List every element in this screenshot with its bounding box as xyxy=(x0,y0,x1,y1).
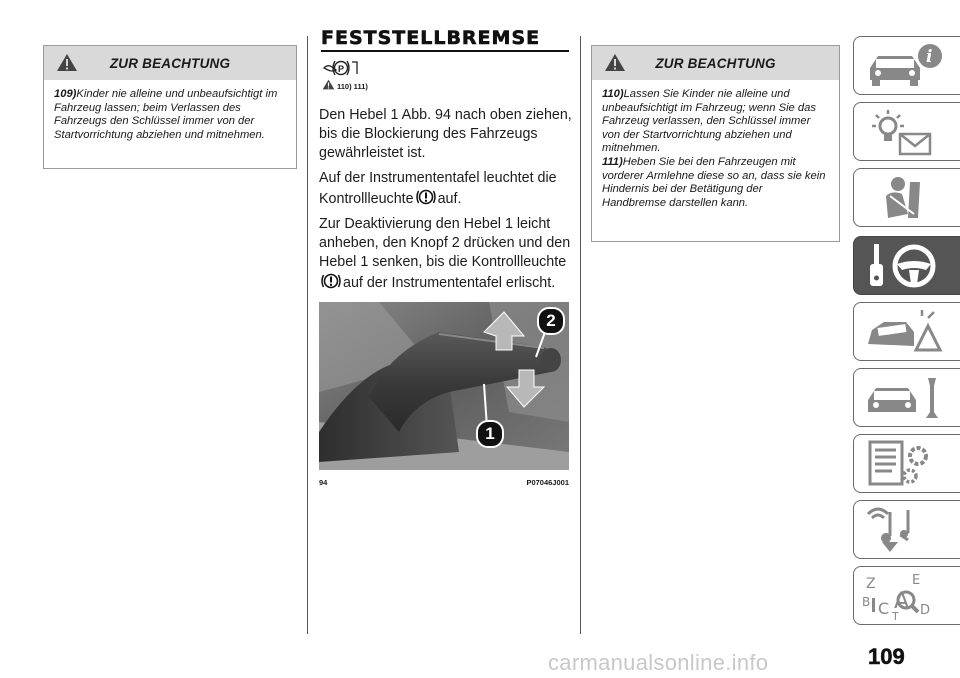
paragraph-1: Den Hebel 1 Abb. 94 nach oben ziehen, bis die Blockierung des Fahrzeugs gewährleistet ist. xyxy=(319,107,572,161)
handbrake-photo xyxy=(319,302,569,470)
warning-light-icon xyxy=(862,108,954,156)
page-number: 109 xyxy=(868,644,905,669)
right-warning-body xyxy=(592,80,839,220)
warning-triangle-icon xyxy=(604,53,626,72)
multimedia-icon xyxy=(862,506,954,554)
index-letter: A xyxy=(894,589,910,614)
safety-seat-icon xyxy=(862,174,954,222)
car-info-icon xyxy=(862,42,954,90)
tab-emergency[interactable] xyxy=(853,302,960,361)
breakdown-icon xyxy=(862,308,954,356)
handbrake-illustration xyxy=(319,302,569,470)
section-body xyxy=(319,106,574,299)
index-letter: B xyxy=(862,595,871,609)
right-warning-title: ZUR BEACHTUNG xyxy=(655,55,776,71)
tab-safety[interactable] xyxy=(853,168,960,227)
right-warning-item: 110)Lassen Sie Kinder nie alleine und unbeaufsichtigt im Fahrzeug; wenn Sie das Fahrzeug verlassen, den Schlüssel immer von der Startvorrichtung abziehen und mitnehmen. xyxy=(602,88,816,155)
index-letter: E xyxy=(912,573,921,588)
warning-triangle-icon xyxy=(56,53,78,72)
tab-technical-data[interactable] xyxy=(853,434,960,493)
paragraph-2: Auf der Instrumententafel leuchtet die Kontrollleuchte auf. xyxy=(319,170,557,207)
section-title: FESTSTELLBREMSE xyxy=(321,27,541,49)
left-warning-body xyxy=(44,80,296,152)
left-warning-header xyxy=(44,46,296,80)
svg-text:P: P xyxy=(338,64,345,74)
figure-label-1: 1 xyxy=(476,420,504,448)
technical-data-icon xyxy=(862,440,954,488)
tab-maintenance[interactable] xyxy=(853,368,960,427)
key-steering-wheel-icon xyxy=(862,242,954,290)
left-warning-box xyxy=(43,45,297,169)
tab-starting-driving[interactable] xyxy=(853,236,960,295)
column-divider-left xyxy=(307,36,308,634)
index-letter: Z xyxy=(866,576,876,592)
brake-warning-light-icon xyxy=(320,272,342,290)
tab-index[interactable] xyxy=(853,566,960,625)
watermark: carmanualsonline.info xyxy=(548,650,769,675)
title-rule xyxy=(321,50,569,52)
index-icon xyxy=(862,572,954,620)
left-warning-title: ZUR BEACHTUNG xyxy=(109,55,231,71)
tab-warning-lights[interactable] xyxy=(853,102,960,161)
left-warning-item: 109)Kinder nie alleine und unbeaufsichtigt im Fahrzeug lassen; beim Verlassen des Fahrzeugs den Schlüssel immer von der Startvorrichtung abziehen und mitnehmen. xyxy=(54,88,278,141)
figure-number: 94 xyxy=(319,478,328,487)
right-warning-header xyxy=(592,46,839,80)
warning-triangle-icon xyxy=(322,79,335,90)
column-divider-right xyxy=(580,36,581,634)
parking-brake-symbol-icon xyxy=(322,58,362,78)
tab-multimedia[interactable] xyxy=(853,500,960,559)
paragraph-3: Zur Deaktivierung den Hebel 1 leicht anheben, den Knopf 2 drücken und den Hebel 1 senken, bis die Kontrollleuchteauf der Instrumententafel erlischt. xyxy=(319,216,571,291)
index-letter: D xyxy=(920,603,931,618)
right-warning-box xyxy=(591,45,840,242)
index-letter: C xyxy=(878,599,890,618)
index-letter: T xyxy=(892,610,899,620)
warning-references: 110) 111) xyxy=(337,82,368,91)
right-warning-item: 111)Heben Sie bei den Fahrzeugen mit vorderer Armlehne diese so an, dass sie kein Hindernis bei der Betätigung der Handbremse darstellen kann. xyxy=(602,155,826,209)
figure-caption xyxy=(319,478,569,487)
maintenance-icon xyxy=(862,374,954,422)
figure-code: P07046J001 xyxy=(526,478,569,487)
brake-warning-light-icon xyxy=(415,188,437,206)
figure-label-2: 2 xyxy=(537,307,565,335)
svg-text:i: i xyxy=(926,47,933,67)
tab-car-info[interactable] xyxy=(853,36,960,95)
